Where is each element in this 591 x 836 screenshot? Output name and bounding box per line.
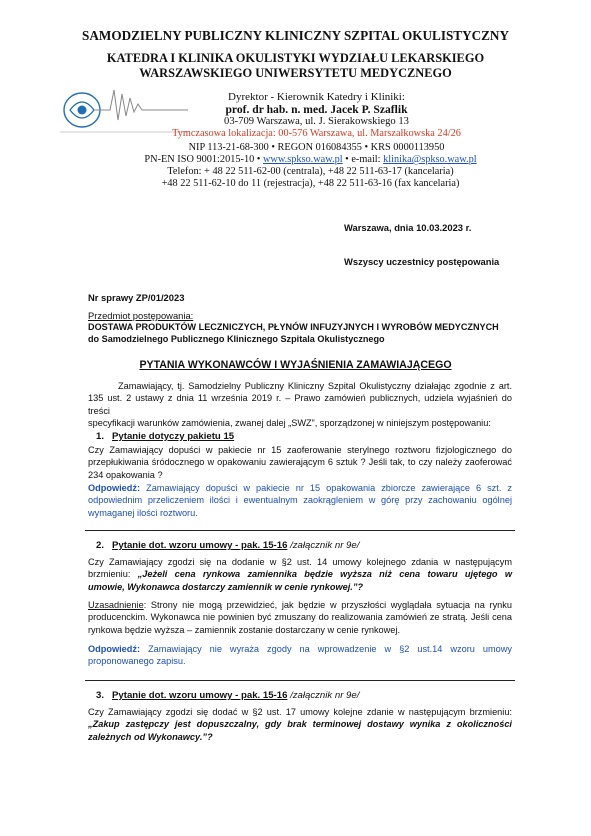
date-line: Warszawa, dnia 10.03.2023 r. [344, 222, 472, 233]
q1-answer [88, 482, 512, 519]
intro-line: Zamawiający, tj. Samodzielny Publiczny Kliniczny Szpital Okulistyczny działając zgodnie z art. [118, 381, 512, 391]
iso-certificate: PN-EN ISO 9001:2015-10 • [144, 154, 263, 165]
q2-answer-line [88, 643, 512, 655]
q2-quote-1: „Jeżeli cena rynkowa zamiennika będzie wyższa niż cena towaru ujętego w [137, 569, 512, 580]
q2-title-suffix: /załącznik nr 9e/ [287, 540, 360, 551]
q2-answer-line: proponowanego zapisu. [88, 656, 186, 667]
q1-question-line: 234 opakowania ? [88, 469, 163, 480]
q1-answer-line [88, 482, 512, 494]
registry-ids: NIP 113-21-68-300 • REGON 016084355 • KRS 0000113950 [188, 142, 445, 153]
temporary-location: Tymczasowa lokalizacja: 00-576 Warszawa, ul. Marszałkowska 24/26 [172, 128, 461, 139]
addressee: Wszyscy uczestnicy postępowania [344, 256, 500, 267]
q1-answer-line: wymaganej ilości roztworu. [88, 507, 198, 518]
q1-question [88, 444, 512, 481]
q3-title: Pytanie dot. wzoru umowy - pak. 15-16 [112, 690, 288, 701]
q3-question [88, 706, 512, 743]
q2-answer [88, 643, 512, 668]
q3-quote-1: „Zakup zastępczy jest dopuszczalny, gdy brak terminowej dostawy wynika z okoliczności [88, 719, 512, 730]
website-link[interactable]: www.spkso.waw.pl [263, 154, 343, 165]
q1-title: Pytanie dotyczy pakietu 15 [112, 431, 235, 442]
section-title: PYTANIA WYKONAWCÓW I WYJAŚNIENIA ZAMAWIAJĄCEGO [139, 359, 452, 371]
subject-line-2: do Samodzielnego Publicznego Klinicznego Szpitala Okulistycznego [88, 334, 385, 344]
email-link[interactable]: klinika@spkso.waw.pl [383, 154, 477, 165]
intro-paragraph [88, 380, 512, 430]
q3-heading [96, 690, 359, 701]
q1-question-line: Czy Zamawiający dopuści w pakiecie nr 15 zaoferowanie sterylnego roztworu fizjologicznego do [88, 445, 512, 455]
q2-justification-label: Uzasadnienie [88, 600, 144, 610]
q2-justification-line [88, 599, 512, 611]
q2-answer-text: Zamawiający nie wyraża zgody na wprowadzenie w §2 ust.14 wzoru umowy [140, 644, 512, 654]
intro-line: 135 ust. 2 ustawy z dnia 11 września 2019 r. – Prawo zamówień publicznych, udziela wyjaśnień do treści [88, 393, 512, 416]
divider [85, 530, 515, 531]
department-line-2: WARSZAWSKIEGO UNIWERSYTETU MEDYCZNEGO [139, 66, 452, 80]
q2-question-line [88, 568, 512, 580]
q2-answer-label: Odpowiedź: [88, 644, 141, 654]
q3-number: 3. [96, 690, 105, 701]
case-number: Nr sprawy ZP/01/2023 [88, 292, 185, 303]
subject-label: Przedmiot postępowania: [88, 310, 194, 321]
q2-question-line: Czy Zamawiający zgodzi się na dodanie w §2 ust. 14 umowy kolejnego zdania w następującym [88, 557, 512, 567]
q2-quote-2: umowie, Wykonawca dostarczy zamiennik w cenie rynkowej.”? [88, 581, 364, 592]
q1-question-line: przepłukiwania śródocznego w opakowaniu zawierającym 6 sztuk ? Jeśli tak, to czy należy zaoferować [88, 457, 512, 468]
phone-line-2: +48 22 511-62-10 do 11 (rejestracja), +48 22 511-63-16 (fax kancelaria) [161, 178, 460, 189]
director-name: prof. dr hab. n. med. Jacek P. Szaflik [225, 103, 408, 116]
q2-number: 2. [96, 540, 105, 551]
q3-quote-2: zależnych od Wykonawcy.”? [88, 731, 213, 742]
iso-contact-line [0, 154, 591, 165]
q1-answer-label: Odpowiedź: [88, 483, 141, 493]
email-prefix: • e-mail: [342, 154, 384, 165]
phone-line-1: Telefon: + 48 22 511-62-00 (centrala), +48 22 511-63-17 (kancelaria) [167, 166, 454, 177]
q3-question-line: Czy Zamawiający zgodzi się dodać w §2 ust. 17 umowy kolejne zdanie w następującym brzmieniu: [88, 707, 512, 717]
q1-number: 1. [96, 431, 105, 442]
q2-justification-line: rynkowa będzie wyższa – zamiennik zostanie dostarczany w cenie rynkowej. [88, 624, 401, 635]
q1-heading [96, 431, 234, 442]
divider [85, 680, 515, 681]
intro-line: specyfikacji warunków zamówienia, zwanej dalej „SWZ”, sporządzonej w niniejszym postępowaniu: [88, 418, 491, 429]
q2-question-prefix: brzmieniu: [88, 569, 138, 580]
q2-justification [88, 599, 512, 636]
q2-question [88, 556, 512, 593]
q3-title-suffix: /załącznik nr 9e/ [287, 690, 360, 701]
subject-line-1: DOSTAWA PRODUKTÓW LECZNICZYCH, PŁYNÓW INFUZYJNYCH I WYROBÓW MEDYCZNYCH [88, 322, 499, 332]
q1-answer-line: odpowiednim przeliczeniem ilości i ewentualnym zaokrągleniem w górę przy zachowaniu ogólnej [88, 495, 512, 506]
q2-heading [96, 540, 359, 551]
department-line-1: KATEDRA I KLINIKA OKULISTYKI WYDZIAŁU LEKARSKIEGO [106, 51, 485, 65]
institution-name: SAMODZIELNY PUBLICZNY KLINICZNY SZPITAL OKULISTYCZNY [82, 28, 509, 43]
director-title: Dyrektor - Kierownik Katedry i Kliniki: [228, 91, 405, 103]
q1-answer-text: Zamawiający dopuści w pakiecie nr 15 opakowania zbiorcze zawierające 6 szt. z [140, 483, 512, 493]
q2-justification-line: producenckim. Wykonawca nie powinien być zmuszany do realizowania zamówień ze stratą. Jeśli cena [88, 612, 512, 623]
q2-title: Pytanie dot. wzoru umowy - pak. 15-16 [112, 540, 288, 551]
hospital-address: 03-709 Warszawa, ul. J. Sierakowskiego 13 [224, 116, 409, 127]
q2-justification-text: : Strony nie mogą przewidzieć, jak będzie w przyszłości wyglądała sytuacja na rynku [143, 600, 512, 610]
